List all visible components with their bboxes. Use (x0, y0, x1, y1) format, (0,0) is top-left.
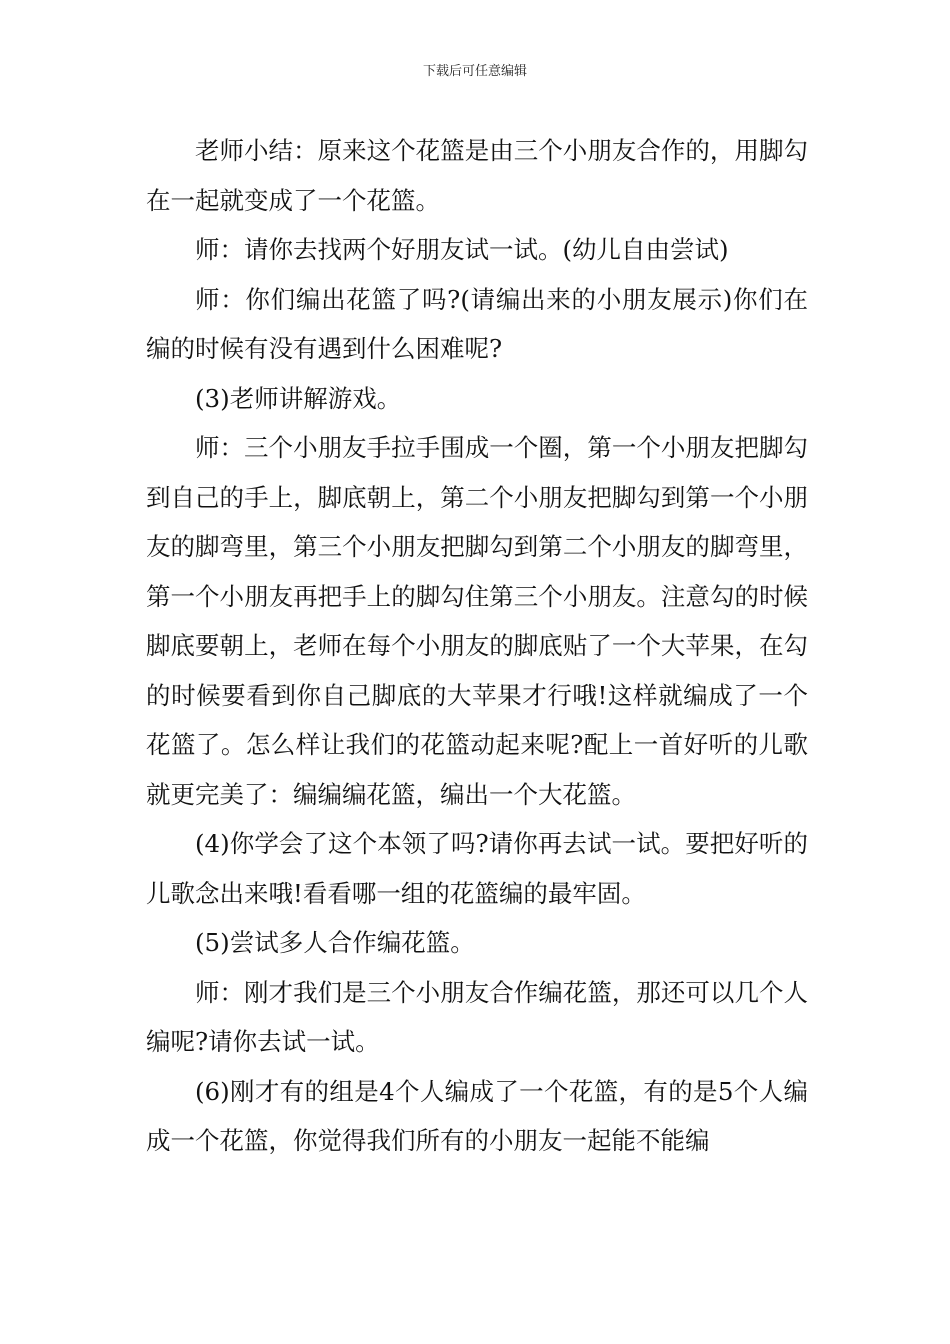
paragraph-game-explanation: 师：三个小朋友手拉手围成一个圈，第一个小朋友把脚勾到自己的手上，脚底朝上，第二个小朋友把脚勾到第一个小朋友的脚弯里，第三个小朋友把脚勾到第二个小朋友的脚弯里，第一个小朋友再把手上的脚勾住第三个小朋友。注意勾的时候脚底要朝上，老师在每个小朋友的脚底贴了一个大苹果，在勾的时候要看到你自己脚底的大苹果才行哦!这样就编成了一个花篮了。怎么样让我们的花篮动起来呢?配上一首好听的儿歌就更完美了：编编编花篮，编出一个大花篮。 (146, 433, 808, 809)
page-header: 下载后可任意编辑 (422, 64, 527, 79)
paragraph-difficulty: 师：你们编出花篮了吗?(请编出来的小朋友展示)你们在编的时候有没有遇到什么困难呢? (146, 284, 808, 363)
document-body (146, 126, 808, 1166)
paragraph-more-people: 师：刚才我们是三个小朋友合作编花篮，那还可以几个人编呢?请你去试一试。 (146, 977, 808, 1056)
paragraph-step-6: (6)刚才有的组是4个人编成了一个花篮，有的是5个人编成一个花篮，你觉得我们所有的小朋友一起能不能编 (146, 1076, 808, 1155)
paragraph-step-5: (5)尝试多人合作编花篮。 (195, 928, 475, 957)
paragraph-summary: 老师小结：原来这个花篮是由三个小朋友合作的，用脚勾在一起就变成了一个花篮。 (146, 136, 808, 215)
paragraph-step-4: (4)你学会了这个本领了吗?请你再去试一试。要把好听的儿歌念出来哦!看看哪一组的花篮编的最牢固。 (146, 829, 808, 908)
paragraph-step-3: (3)老师讲解游戏。 (195, 383, 402, 413)
paragraph-find-friends: 师：请你去找两个好朋友试一试。(幼儿自由尝试) (195, 235, 729, 264)
